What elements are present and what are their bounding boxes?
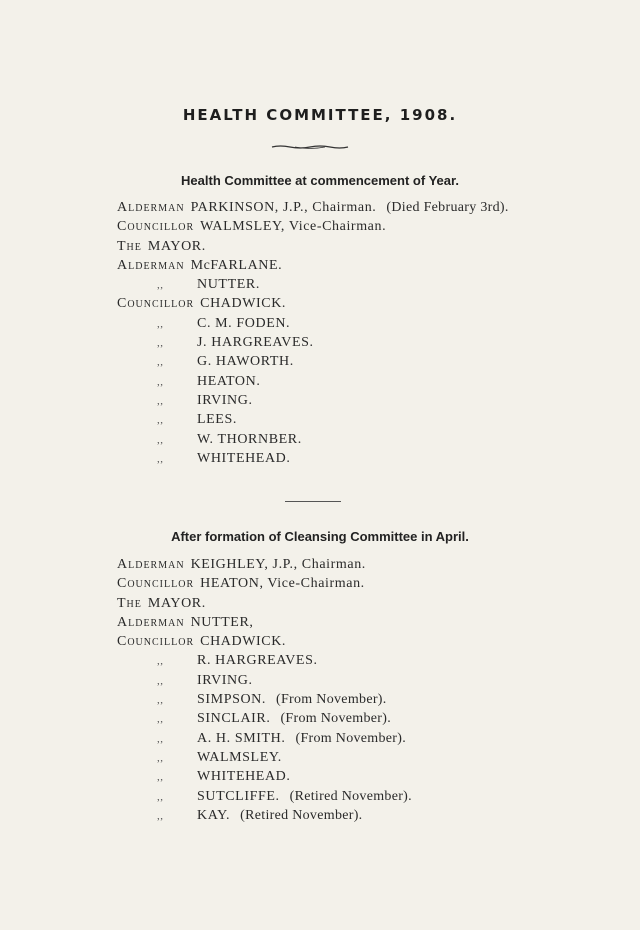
member-row [117,767,412,786]
member-name: J. HARGREAVES. [197,335,314,351]
ditto-mark: ,, [157,674,164,687]
member-name: WHITEHEAD. [197,769,291,785]
member-row [117,410,509,429]
member-name: MAYOR. [147,595,206,611]
member-row [117,237,509,256]
ditto-mark: ,, [157,337,164,350]
member-row [117,690,412,709]
ditto-mark: ,, [157,809,164,822]
member-row [117,806,412,825]
member-name: IRVING. [197,672,253,688]
member-note: (From November). [280,711,392,727]
member-title: Councillor [117,296,195,312]
section2-heading: After formation of Cleansing Committee in April. [171,529,469,544]
member-note: (From November). [295,730,407,746]
member-title: Alderman [117,614,185,630]
section2-member-list [117,555,412,825]
member-row [117,294,509,313]
member-row [117,748,412,767]
member-row [117,555,412,574]
member-note: (Retired November). [289,788,412,804]
member-row [117,391,509,410]
member-name: KEIGHLEY, J.P., Chairman. [190,557,366,572]
member-row [117,314,509,333]
member-name: HEATON, Vice-Chairman. [200,576,365,592]
member-row [117,217,509,236]
member-name: IRVING. [197,392,253,408]
member-name: McFARLANE. [190,257,283,273]
member-name: KAY. [197,807,231,823]
member-name: WALMSLEY, Vice-Chairman. [200,219,387,235]
member-title: Councillor [117,219,195,235]
member-row [117,372,509,391]
member-name: MAYOR. [147,238,206,254]
member-row [117,594,412,613]
ditto-mark: ,, [157,394,164,407]
ditto-mark: ,, [157,751,164,764]
member-title: The [117,595,142,611]
member-title: Councillor [117,576,195,592]
ditto-mark: ,, [157,694,164,707]
member-row [117,198,509,217]
ditto-mark: ,, [157,317,164,330]
member-name: R. HARGREAVES. [197,653,318,669]
page-title: HEALTH COMMITTEE, 1908. [182,106,458,124]
ditto-mark: ,, [157,414,164,427]
member-row [117,787,412,806]
member-title: Alderman [117,257,185,273]
member-row [117,333,509,352]
section1-member-list [117,198,509,468]
ditto-mark: ,, [157,375,164,388]
member-row [117,613,412,632]
member-row [117,449,509,468]
ditto-mark: ,, [157,356,164,369]
ditto-mark: ,, [157,655,164,668]
member-row [117,671,412,690]
member-row [117,352,509,371]
ditto-mark: ,, [157,452,164,465]
section1-heading: Health Committee at commencement of Year. [181,173,459,188]
member-name: SUTCLIFFE. [197,788,280,804]
ditto-mark: ,, [157,713,164,726]
member-row [117,651,412,670]
ditto-mark: ,, [157,771,164,784]
member-title: Alderman [117,200,185,215]
member-name: A. H. SMITH. [197,730,286,746]
member-row [117,729,412,748]
member-name: HEATON. [197,373,261,389]
member-name: WHITEHEAD. [197,450,291,466]
member-row [117,632,412,651]
member-row [117,275,509,294]
member-name: W. THORNBER. [197,431,302,447]
member-name: NUTTER. [197,277,260,293]
ditto-mark: ,, [157,732,164,745]
member-title: The [117,238,142,254]
member-name: CHADWICK. [200,634,287,650]
member-name: NUTTER, [190,614,254,630]
member-name: SIMPSON. [197,692,266,708]
ditto-mark: ,, [157,790,164,803]
member-note: (Died February 3rd). [386,200,509,215]
member-name: G. HAWORTH. [197,354,294,370]
member-name: PARKINSON, J.P., Chairman. [190,200,377,215]
member-name: CHADWICK. [200,296,287,312]
member-note: (Retired November). [240,807,363,823]
section-divider [285,501,341,502]
member-row [117,430,509,449]
member-name: SINCLAIR. [197,711,271,727]
ditto-mark: ,, [157,279,164,292]
title-ornament [270,143,350,151]
member-name: LEES. [197,412,237,428]
member-note: (From November). [276,692,387,708]
member-row [117,256,509,275]
ditto-mark: ,, [157,433,164,446]
member-name: C. M. FODEN. [197,315,291,331]
member-row [117,709,412,728]
member-name: WALMSLEY. [197,749,282,765]
member-row [117,574,412,593]
member-title: Alderman [117,557,185,572]
member-title: Councillor [117,634,195,650]
